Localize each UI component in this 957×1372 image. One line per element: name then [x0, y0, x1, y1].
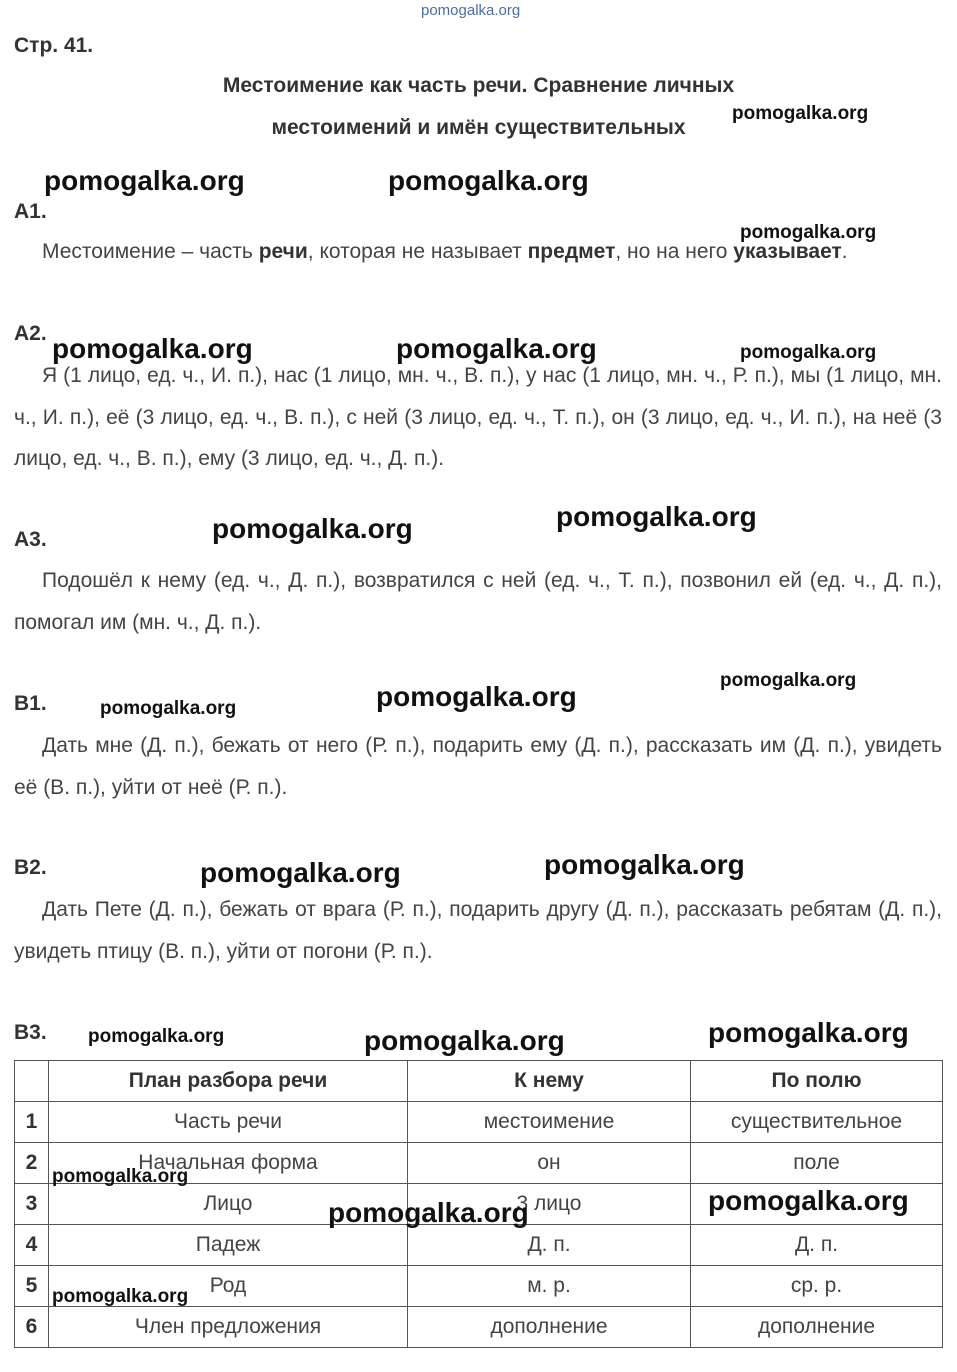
- section-label-b1: В1.: [14, 692, 47, 715]
- table-header-k-nemu: К нему: [408, 1061, 691, 1102]
- watermark: pomogalka.org: [740, 222, 877, 243]
- a1-text-4: .: [841, 240, 848, 263]
- plan-cell: Часть речи: [49, 1102, 408, 1143]
- row-number: 1: [15, 1102, 49, 1143]
- k-nemu-cell: м. р.: [408, 1266, 691, 1307]
- plan-cell: Род: [49, 1266, 408, 1307]
- answer-b2: [14, 889, 942, 972]
- plan-cell: Лицо: [49, 1184, 408, 1225]
- watermark: pomogalka.org: [100, 698, 237, 719]
- plan-cell: Начальная форма: [49, 1143, 408, 1184]
- watermark: pomogalka.org: [212, 513, 413, 544]
- watermark: pomogalka.org: [732, 103, 869, 124]
- b1-text: Дать мне (Д. п.), бежать от него (Р. п.), подарить ему (Д. п.), рассказать им (Д. п.), увидеть её (В. п.), уйти от неё (Р. п.).: [14, 734, 942, 799]
- answer-b1: [14, 725, 942, 808]
- po-polyu-cell: ср. р.: [691, 1266, 943, 1307]
- watermark: pomogalka.org: [740, 342, 877, 363]
- row-number: 5: [15, 1266, 49, 1307]
- watermark: pomogalka.org: [44, 165, 245, 196]
- watermark: pomogalka.org: [52, 1166, 189, 1187]
- table-row: [15, 1102, 943, 1143]
- watermark: pomogalka.org: [364, 1025, 565, 1056]
- table-header-plan: План разбора речи: [49, 1061, 408, 1102]
- section-label-a1: А1.: [14, 200, 47, 223]
- watermark: pomogalka.org: [200, 857, 401, 888]
- watermark: pomogalka.org: [388, 165, 589, 196]
- watermark-top-link[interactable]: pomogalka.org: [421, 2, 521, 19]
- section-label-a2: А2.: [14, 322, 47, 345]
- k-nemu-cell: местоимение: [408, 1102, 691, 1143]
- a1-text-3: , но на него: [615, 240, 734, 263]
- row-number: 3: [15, 1184, 49, 1225]
- section-label-b2: В2.: [14, 856, 47, 879]
- table-header-po-polyu: По полю: [691, 1061, 943, 1102]
- table-row: [15, 1225, 943, 1266]
- table-header-row: [15, 1061, 943, 1102]
- table-row: [15, 1307, 943, 1348]
- page-title-line-2: местоимений и имён существительных: [271, 116, 686, 139]
- section-label-b3: В3.: [14, 1021, 47, 1044]
- watermark: pomogalka.org: [52, 333, 253, 364]
- watermark: pomogalka.org: [88, 1026, 225, 1047]
- k-nemu-cell: он: [408, 1143, 691, 1184]
- watermark: pomogalka.org: [708, 1017, 909, 1048]
- po-polyu-cell: поле: [691, 1143, 943, 1184]
- watermark: pomogalka.org: [708, 1185, 909, 1216]
- answer-a2: [14, 355, 942, 480]
- section-label-a3: А3.: [14, 528, 47, 551]
- k-nemu-cell: дополнение: [408, 1307, 691, 1348]
- k-nemu-cell: Д. п.: [408, 1225, 691, 1266]
- row-number: 6: [15, 1307, 49, 1348]
- a3-text: Подошёл к нему (ед. ч., Д. п.), возвратился с ней (ед. ч., Т. п.), позвонил ей (ед. ч., Д. п.), помогал им (мн. ч., Д. п.).: [14, 569, 942, 634]
- watermark: pomogalka.org: [328, 1197, 529, 1228]
- plan-cell: Член предложения: [49, 1307, 408, 1348]
- a1-text-2: , которая не называет: [307, 240, 528, 263]
- a1-text-1: Местоимение – часть: [42, 240, 259, 263]
- b2-text: Дать Пете (Д. п.), бежать от врага (Р. п.), подарить другу (Д. п.), рассказать ребятам (Д. п.), увидеть птицу (В. п.), уйти от погони (Р. п.).: [14, 898, 942, 963]
- a2-text: Я (1 лицо, ед. ч., И. п.), нас (1 лицо, мн. ч., В. п.), у нас (1 лицо, мн. ч., Р. п.), мы (1 лицо, мн. ч., И. п.), её (3 лицо, ед. ч., В. п.), с ней (3 лицо, ед. ч., Т. п.), он (3 лицо, ед. ч., И. п.), на неё (3 лицо, ед. ч., В. п.), ему (3 лицо, ед. ч., Д. п.).: [14, 364, 942, 470]
- row-number: 2: [15, 1143, 49, 1184]
- k-nemu-cell: 3 лицо: [408, 1184, 691, 1225]
- watermark: pomogalka.org: [720, 670, 857, 691]
- po-polyu-cell: Д. п.: [691, 1225, 943, 1266]
- page-title-line-1: Местоимение как часть речи. Сравнение личных: [222, 74, 735, 97]
- po-polyu-cell: существительное: [691, 1102, 943, 1143]
- watermark: pomogalka.org: [556, 501, 757, 532]
- watermark: pomogalka.org: [544, 849, 745, 880]
- table-header-num: [15, 1061, 49, 1102]
- a1-bold-2: предмет: [527, 240, 616, 263]
- a1-bold-1: речи: [258, 240, 308, 263]
- answer-a3: [14, 560, 942, 643]
- po-polyu-cell: дополнение: [691, 1307, 943, 1348]
- watermark: pomogalka.org: [396, 333, 597, 364]
- page-number: Стр. 41.: [14, 34, 94, 57]
- a1-bold-3: указывает: [733, 240, 842, 263]
- watermark: pomogalka.org: [52, 1286, 189, 1307]
- watermark: pomogalka.org: [376, 681, 577, 712]
- row-number: 4: [15, 1225, 49, 1266]
- plan-cell: Падеж: [49, 1225, 408, 1266]
